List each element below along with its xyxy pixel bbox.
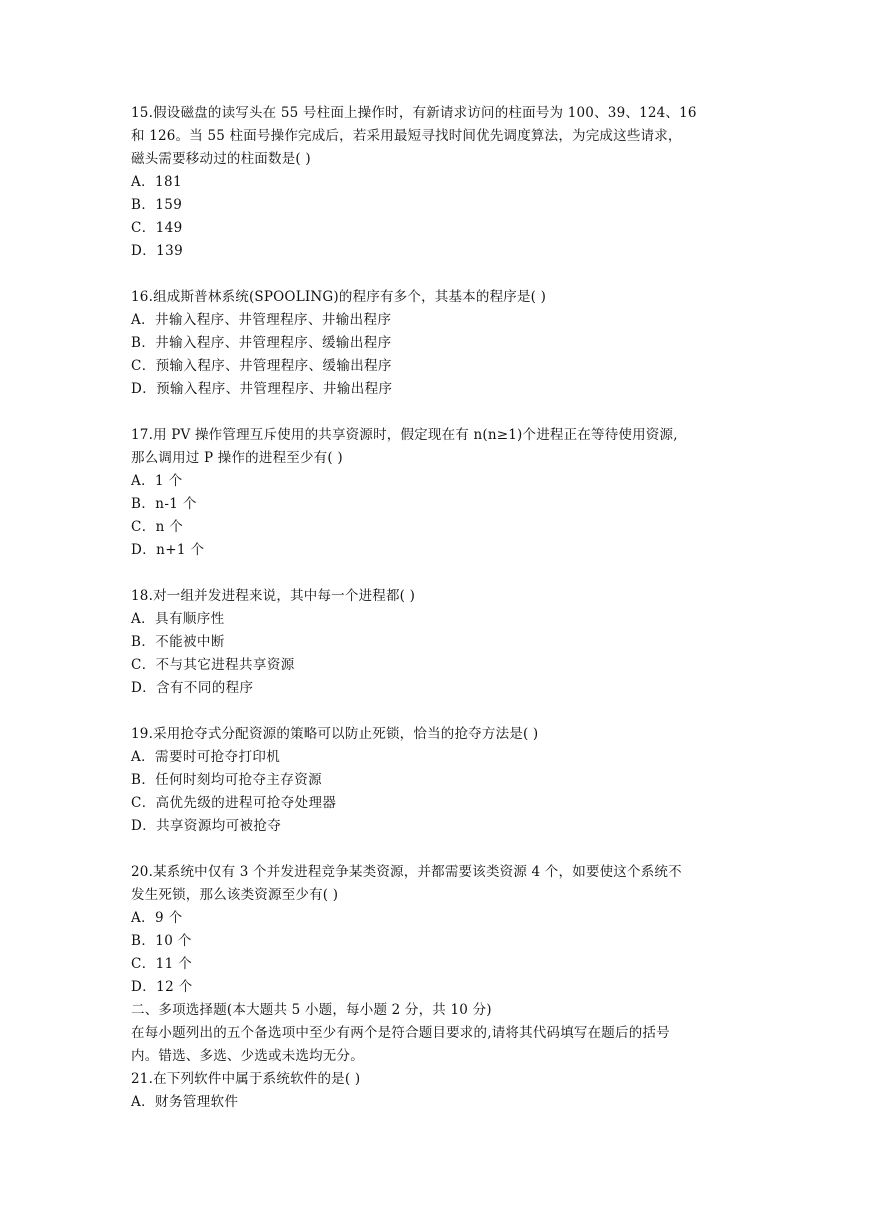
question-stem-line: 那么调用过 P 操作的进程至少有( ) (131, 450, 343, 466)
spacer (131, 562, 746, 585)
spacer (131, 838, 746, 861)
option-b: B．不能被中断 (131, 634, 225, 650)
question-stem-line: 发生死锁，那么该类资源至少有( ) (131, 887, 339, 903)
option-c: C．高优先级的进程可抢夺处理器 (131, 795, 337, 811)
option-b: B．10 个 (131, 933, 192, 949)
section-heading: 二、多项选择题(本大题共 5 小题，每小题 2 分，共 10 分) (131, 1002, 492, 1018)
section-instructions-line: 在每小题列出的五个备选项中至少有两个是符合题目要求的,请将其代码填写在题后的括号 (131, 1025, 670, 1041)
option-a: A．具有顺序性 (131, 611, 225, 627)
option-b: B．井输入程序、井管理程序、缓输出程序 (131, 335, 392, 351)
question-18 (131, 585, 746, 700)
option-b: B．任何时刻均可抢夺主存资源 (131, 772, 323, 788)
spacer (131, 700, 746, 723)
question-19 (131, 723, 746, 838)
section-2 (131, 999, 746, 1114)
question-stem-line: 17.用 PV 操作管理互斥使用的共享资源时，假定现在有 n(n≥1)个进程正在等待使用资源, (131, 427, 678, 443)
option-a: A．1 个 (131, 473, 183, 489)
question-20 (131, 861, 746, 999)
option-d: D．139 (131, 243, 184, 259)
question-stem-line: 15.假设磁盘的读写头在 55 号柱面上操作时，有新请求访问的柱面号为 100、39、124、16 (131, 105, 697, 121)
question-stem-line: 18.对一组并发进程来说，其中每一个进程都( ) (131, 588, 416, 604)
option-d: D．12 个 (131, 979, 193, 995)
question-15 (131, 102, 746, 263)
option-c: C．n 个 (131, 519, 184, 535)
question-stem-line: 磁头需要移动过的柱面数是( ) (131, 151, 311, 167)
option-d: D．预输入程序、井管理程序、井输出程序 (131, 381, 393, 397)
option-b: B．159 (131, 197, 183, 213)
option-c: C．预输入程序、井管理程序、缓输出程序 (131, 358, 392, 374)
option-a: A．井输入程序、井管理程序、井输出程序 (131, 312, 392, 328)
option-c: C．149 (131, 220, 183, 236)
question-16 (131, 286, 746, 401)
option-c: C．不与其它进程共享资源 (131, 657, 295, 673)
spacer (131, 401, 746, 424)
spacer (131, 263, 746, 286)
question-stem-line: 16.组成斯普林系统(SPOOLING)的程序有多个，其基本的程序是( ) (131, 289, 547, 305)
option-d: D．n+1 个 (131, 542, 205, 558)
option-a: A．财务管理软件 (131, 1094, 239, 1110)
option-a: A．9 个 (131, 910, 183, 926)
option-d: D．共享资源均可被抢夺 (131, 818, 282, 834)
option-b: B．n-1 个 (131, 496, 197, 512)
option-a: A．需要时可抢夺打印机 (131, 749, 281, 765)
question-stem-line: 20.某系统中仅有 3 个并发进程竞争某类资源，并都需要该类资源 4 个，如要使这个系统不 (131, 864, 682, 880)
option-d: D．含有不同的程序 (131, 680, 254, 696)
option-c: C．11 个 (131, 956, 193, 972)
question-stem-line: 和 126。当 55 柱面号操作完成后，若采用最短寻找时间优先调度算法，为完成这些请求， (131, 128, 682, 144)
option-a: A．181 (131, 174, 183, 190)
question-17 (131, 424, 746, 562)
question-21-stem: 21.在下列软件中属于系统软件的是( ) (131, 1071, 361, 1087)
exam-page (131, 102, 746, 1114)
section-instructions-line: 内。错选、多选、少选或未选均无分。 (131, 1048, 364, 1064)
question-stem-line: 19.采用抢夺式分配资源的策略可以防止死锁，恰当的抢夺方法是( ) (131, 726, 539, 742)
